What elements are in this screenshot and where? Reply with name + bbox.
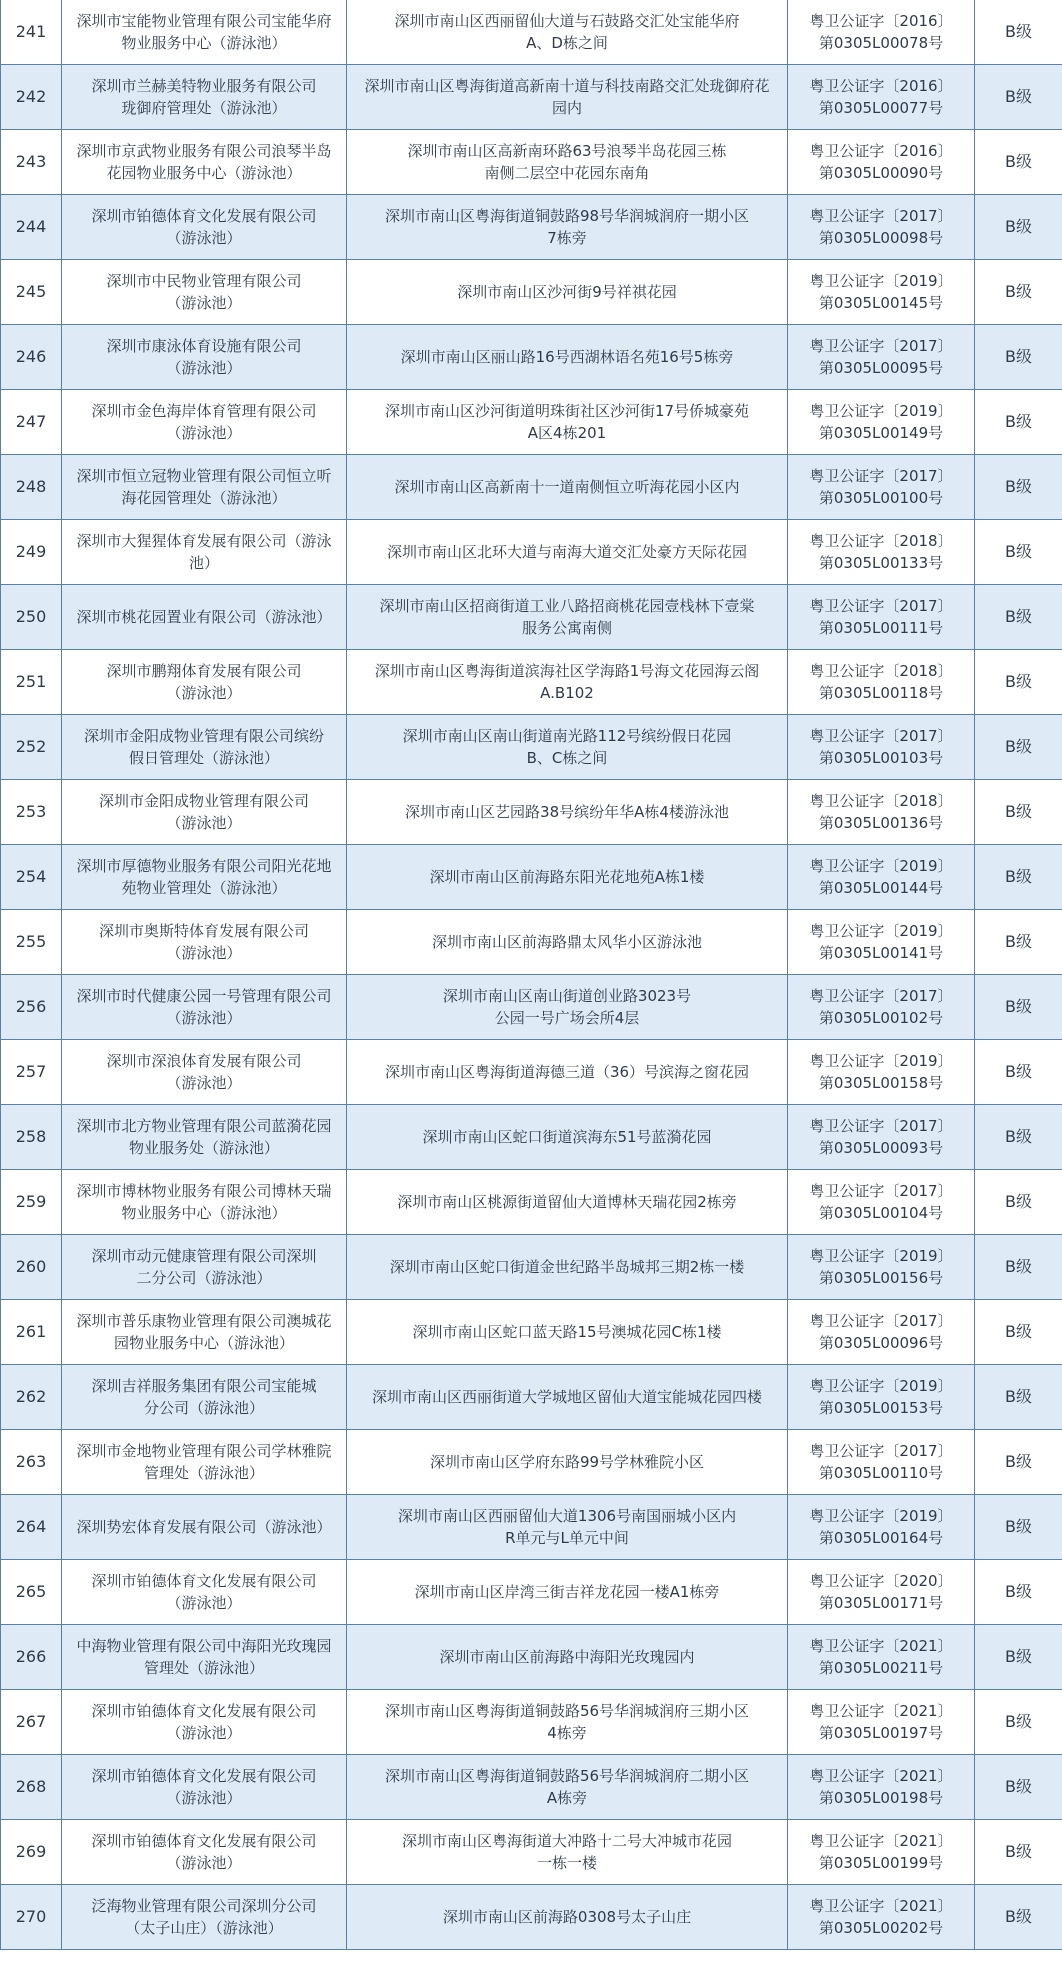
license-number-cell: 粤卫公证字〔2019〕 第0305L00164号 <box>788 1495 975 1560</box>
company-name-cell: 深圳市鹏翔体育发展有限公司 （游泳池） <box>62 650 347 715</box>
row-number-cell: 267 <box>1 1690 62 1755</box>
license-number-cell: 粤卫公证字〔2016〕 第0305L00090号 <box>788 130 975 195</box>
company-name-cell: 深圳市金地物业管理有限公司学林雅院 管理处（游泳池） <box>62 1430 347 1495</box>
table-row <box>1 1495 1062 1560</box>
row-number-cell: 265 <box>1 1560 62 1625</box>
grade-cell: B级 <box>975 260 1062 325</box>
address-cell: 深圳市南山区前海路鼎太风华小区游泳池 <box>347 910 788 975</box>
row-number-cell: 247 <box>1 390 62 455</box>
grade-cell: B级 <box>975 65 1062 130</box>
grade-cell: B级 <box>975 910 1062 975</box>
grade-cell: B级 <box>975 1365 1062 1430</box>
company-name-cell: 深圳市中民物业管理有限公司 （游泳池） <box>62 260 347 325</box>
address-cell: 深圳市南山区粤海街道大冲路十二号大冲城市花园 一栋一楼 <box>347 1820 788 1885</box>
table-row <box>1 1755 1062 1820</box>
company-name-cell: 深圳市奥斯特体育发展有限公司 （游泳池） <box>62 910 347 975</box>
row-number-cell: 258 <box>1 1105 62 1170</box>
license-number-cell: 粤卫公证字〔2018〕 第0305L00136号 <box>788 780 975 845</box>
row-number-cell: 249 <box>1 520 62 585</box>
row-number-cell: 260 <box>1 1235 62 1300</box>
license-number-cell: 粤卫公证字〔2017〕 第0305L00102号 <box>788 975 975 1040</box>
grade-cell: B级 <box>975 520 1062 585</box>
table-row <box>1 390 1062 455</box>
company-name-cell: 深圳市普乐康物业管理有限公司澳城花 园物业服务中心（游泳池） <box>62 1300 347 1365</box>
address-cell: 深圳市南山区粤海街道铜鼓路56号华润城润府二期小区 A栋旁 <box>347 1755 788 1820</box>
license-number-cell: 粤卫公证字〔2017〕 第0305L00103号 <box>788 715 975 780</box>
table-row <box>1 130 1062 195</box>
table-row <box>1 1170 1062 1235</box>
license-number-cell: 粤卫公证字〔2016〕 第0305L00078号 <box>788 0 975 65</box>
company-name-cell: 泛海物业管理有限公司深圳分公司 （太子山庄）（游泳池） <box>62 1885 347 1950</box>
row-number-cell: 251 <box>1 650 62 715</box>
grade-cell: B级 <box>975 1625 1062 1690</box>
company-name-cell: 深圳势宏体育发展有限公司（游泳池） <box>62 1495 347 1560</box>
address-cell: 深圳市南山区南山街道南光路112号缤纷假日花园 B、C栋之间 <box>347 715 788 780</box>
row-number-cell: 264 <box>1 1495 62 1560</box>
company-name-cell: 深圳市京武物业服务有限公司浪琴半岛 花园物业服务中心（游泳池） <box>62 130 347 195</box>
company-name-cell: 深圳市桃花园置业有限公司（游泳池） <box>62 585 347 650</box>
address-cell: 深圳市南山区西丽街道大学城地区留仙大道宝能城花园四楼 <box>347 1365 788 1430</box>
address-cell: 深圳市南山区粤海街道铜鼓路98号华润城润府一期小区 7栋旁 <box>347 195 788 260</box>
address-cell: 深圳市南山区粤海街道滨海社区学海路1号海文花园海云阁 A.B102 <box>347 650 788 715</box>
address-cell: 深圳市南山区粤海街道铜鼓路56号华润城润府三期小区 4栋旁 <box>347 1690 788 1755</box>
company-name-cell: 深圳市博林物业服务有限公司博林天瑞 物业服务中心（游泳池） <box>62 1170 347 1235</box>
grade-cell: B级 <box>975 325 1062 390</box>
row-number-cell: 261 <box>1 1300 62 1365</box>
license-number-cell: 粤卫公证字〔2019〕 第0305L00144号 <box>788 845 975 910</box>
table-row <box>1 1560 1062 1625</box>
table-row <box>1 1690 1062 1755</box>
row-number-cell: 248 <box>1 455 62 520</box>
license-number-cell: 粤卫公证字〔2019〕 第0305L00149号 <box>788 390 975 455</box>
address-cell: 深圳市南山区前海路0308号太子山庄 <box>347 1885 788 1950</box>
grade-cell: B级 <box>975 975 1062 1040</box>
address-cell: 深圳市南山区北环大道与南海大道交汇处豪方天际花园 <box>347 520 788 585</box>
license-number-cell: 粤卫公证字〔2021〕 第0305L00198号 <box>788 1755 975 1820</box>
address-cell: 深圳市南山区招商街道工业八路招商桃花园壹栈林下壹棠 服务公寓南侧 <box>347 585 788 650</box>
grade-cell: B级 <box>975 1755 1062 1820</box>
company-name-cell: 深圳市康泳体育设施有限公司 （游泳池） <box>62 325 347 390</box>
table-row <box>1 1105 1062 1170</box>
row-number-cell: 257 <box>1 1040 62 1105</box>
address-cell: 深圳市南山区蛇口街道滨海东51号蓝漪花园 <box>347 1105 788 1170</box>
row-number-cell: 243 <box>1 130 62 195</box>
grade-cell: B级 <box>975 845 1062 910</box>
grade-cell: B级 <box>975 195 1062 260</box>
row-number-cell: 255 <box>1 910 62 975</box>
address-cell: 深圳市南山区高新南十一道南侧恒立听海花园小区内 <box>347 455 788 520</box>
license-number-cell: 粤卫公证字〔2017〕 第0305L00096号 <box>788 1300 975 1365</box>
table-row <box>1 1625 1062 1690</box>
company-name-cell: 深圳市铂德体育文化发展有限公司 （游泳池） <box>62 1690 347 1755</box>
grade-cell: B级 <box>975 1235 1062 1300</box>
license-number-cell: 粤卫公证字〔2021〕 第0305L00202号 <box>788 1885 975 1950</box>
row-number-cell: 268 <box>1 1755 62 1820</box>
company-name-cell: 深圳市兰赫美特物业服务有限公司 珑御府管理处（游泳池） <box>62 65 347 130</box>
address-cell: 深圳市南山区艺园路38号缤纷年华A栋4楼游泳池 <box>347 780 788 845</box>
table-row <box>1 650 1062 715</box>
grade-cell: B级 <box>975 0 1062 65</box>
grade-cell: B级 <box>975 715 1062 780</box>
company-name-cell: 深圳市大猩猩体育发展有限公司（游泳 池） <box>62 520 347 585</box>
company-name-cell: 深圳市金色海岸体育管理有限公司 （游泳池） <box>62 390 347 455</box>
address-cell: 深圳市南山区桃源街道留仙大道博林天瑞花园2栋旁 <box>347 1170 788 1235</box>
address-cell: 深圳市南山区高新南环路63号浪琴半岛花园三栋 南侧二层空中花园东南角 <box>347 130 788 195</box>
address-cell: 深圳市南山区学府东路99号学林雅院小区 <box>347 1430 788 1495</box>
row-number-cell: 263 <box>1 1430 62 1495</box>
company-name-cell: 中海物业管理有限公司中海阳光玫瑰园 管理处（游泳池） <box>62 1625 347 1690</box>
company-name-cell: 深圳市铂德体育文化发展有限公司 （游泳池） <box>62 195 347 260</box>
table-row <box>1 0 1062 65</box>
row-number-cell: 244 <box>1 195 62 260</box>
address-cell: 深圳市南山区粤海街道海德三道（36）号滨海之窗花园 <box>347 1040 788 1105</box>
license-number-cell: 粤卫公证字〔2018〕 第0305L00133号 <box>788 520 975 585</box>
table-row <box>1 1885 1062 1950</box>
license-number-cell: 粤卫公证字〔2019〕 第0305L00153号 <box>788 1365 975 1430</box>
company-name-cell: 深圳市动元健康管理有限公司深圳 二分公司（游泳池） <box>62 1235 347 1300</box>
grade-cell: B级 <box>975 780 1062 845</box>
row-number-cell: 266 <box>1 1625 62 1690</box>
table-row <box>1 520 1062 585</box>
license-number-cell: 粤卫公证字〔2017〕 第0305L00110号 <box>788 1430 975 1495</box>
row-number-cell: 246 <box>1 325 62 390</box>
address-cell: 深圳市南山区粤海街道高新南十道与科技南路交汇处珑御府花 园内 <box>347 65 788 130</box>
license-number-cell: 粤卫公证字〔2019〕 第0305L00141号 <box>788 910 975 975</box>
table-row <box>1 780 1062 845</box>
license-number-cell: 粤卫公证字〔2021〕 第0305L00199号 <box>788 1820 975 1885</box>
table-row <box>1 1820 1062 1885</box>
address-cell: 深圳市南山区西丽留仙大道与石鼓路交汇处宝能华府 A、D栋之间 <box>347 0 788 65</box>
table-row <box>1 975 1062 1040</box>
table-row <box>1 1365 1062 1430</box>
grade-cell: B级 <box>975 390 1062 455</box>
company-name-cell: 深圳市北方物业管理有限公司蓝漪花园 物业服务处（游泳池） <box>62 1105 347 1170</box>
address-cell: 深圳市南山区蛇口街道金世纪路半岛城邦三期2栋一楼 <box>347 1235 788 1300</box>
address-cell: 深圳市南山区西丽留仙大道1306号南国丽城小区内 R单元与L单元中间 <box>347 1495 788 1560</box>
address-cell: 深圳市南山区前海路东阳光花地苑A栋1楼 <box>347 845 788 910</box>
company-name-cell: 深圳市金阳成物业管理有限公司缤纷 假日管理处（游泳池） <box>62 715 347 780</box>
table-row <box>1 1235 1062 1300</box>
company-name-cell: 深圳市铂德体育文化发展有限公司 （游泳池） <box>62 1755 347 1820</box>
company-name-cell: 深圳市时代健康公园一号管理有限公司 （游泳池） <box>62 975 347 1040</box>
grade-cell: B级 <box>975 1690 1062 1755</box>
table-row <box>1 65 1062 130</box>
address-cell: 深圳市南山区沙河街道明珠街社区沙河街17号侨城豪苑 A区4栋201 <box>347 390 788 455</box>
company-name-cell: 深圳市铂德体育文化发展有限公司 （游泳池） <box>62 1560 347 1625</box>
grade-cell: B级 <box>975 1820 1062 1885</box>
license-number-cell: 粤卫公证字〔2019〕 第0305L00158号 <box>788 1040 975 1105</box>
row-number-cell: 253 <box>1 780 62 845</box>
table-row <box>1 845 1062 910</box>
company-name-cell: 深圳市铂德体育文化发展有限公司 （游泳池） <box>62 1820 347 1885</box>
row-number-cell: 242 <box>1 65 62 130</box>
address-cell: 深圳市南山区丽山路16号西湖林语名苑16号5栋旁 <box>347 325 788 390</box>
license-number-cell: 粤卫公证字〔2019〕 第0305L00156号 <box>788 1235 975 1300</box>
license-number-cell: 粤卫公证字〔2017〕 第0305L00100号 <box>788 455 975 520</box>
company-name-cell: 深圳市厚德物业服务有限公司阳光花地 苑物业管理处（游泳池） <box>62 845 347 910</box>
grade-cell: B级 <box>975 1560 1062 1625</box>
table-row <box>1 910 1062 975</box>
grade-cell: B级 <box>975 1040 1062 1105</box>
license-number-cell: 粤卫公证字〔2018〕 第0305L00118号 <box>788 650 975 715</box>
row-number-cell: 252 <box>1 715 62 780</box>
row-number-cell: 254 <box>1 845 62 910</box>
row-number-cell: 245 <box>1 260 62 325</box>
row-number-cell: 270 <box>1 1885 62 1950</box>
license-number-cell: 粤卫公证字〔2021〕 第0305L00211号 <box>788 1625 975 1690</box>
license-number-cell: 粤卫公证字〔2017〕 第0305L00111号 <box>788 585 975 650</box>
grade-cell: B级 <box>975 455 1062 520</box>
license-number-cell: 粤卫公证字〔2019〕 第0305L00145号 <box>788 260 975 325</box>
license-number-cell: 粤卫公证字〔2020〕 第0305L00171号 <box>788 1560 975 1625</box>
grade-cell: B级 <box>975 1170 1062 1235</box>
license-number-cell: 粤卫公证字〔2016〕 第0305L00077号 <box>788 65 975 130</box>
address-cell: 深圳市南山区前海路中海阳光玫瑰园内 <box>347 1625 788 1690</box>
table-row <box>1 1300 1062 1365</box>
table-row <box>1 455 1062 520</box>
license-number-cell: 粤卫公证字〔2017〕 第0305L00093号 <box>788 1105 975 1170</box>
row-number-cell: 256 <box>1 975 62 1040</box>
grade-cell: B级 <box>975 130 1062 195</box>
license-number-cell: 粤卫公证字〔2017〕 第0305L00098号 <box>788 195 975 260</box>
license-number-cell: 粤卫公证字〔2017〕 第0305L00095号 <box>788 325 975 390</box>
table-row <box>1 715 1062 780</box>
grade-cell: B级 <box>975 585 1062 650</box>
table-body <box>1 0 1062 1950</box>
row-number-cell: 262 <box>1 1365 62 1430</box>
table-row <box>1 260 1062 325</box>
row-number-cell: 269 <box>1 1820 62 1885</box>
company-name-cell: 深圳市金阳成物业管理有限公司 （游泳池） <box>62 780 347 845</box>
grade-cell: B级 <box>975 650 1062 715</box>
grade-cell: B级 <box>975 1430 1062 1495</box>
address-cell: 深圳市南山区南山街道创业路3023号 公园一号广场会所4层 <box>347 975 788 1040</box>
company-name-cell: 深圳市深浪体育发展有限公司 （游泳池） <box>62 1040 347 1105</box>
row-number-cell: 241 <box>1 0 62 65</box>
grade-cell: B级 <box>975 1495 1062 1560</box>
table-row <box>1 325 1062 390</box>
company-name-cell: 深圳市恒立冠物业管理有限公司恒立听 海花园管理处（游泳池） <box>62 455 347 520</box>
address-cell: 深圳市南山区蛇口蓝天路15号澳城花园C栋1楼 <box>347 1300 788 1365</box>
license-number-cell: 粤卫公证字〔2017〕 第0305L00104号 <box>788 1170 975 1235</box>
company-name-cell: 深圳吉祥服务集团有限公司宝能城 分公司（游泳池） <box>62 1365 347 1430</box>
table-row <box>1 1040 1062 1105</box>
table-row <box>1 1430 1062 1495</box>
grade-cell: B级 <box>975 1300 1062 1365</box>
address-cell: 深圳市南山区沙河街9号祥祺花园 <box>347 260 788 325</box>
table-row <box>1 585 1062 650</box>
row-number-cell: 250 <box>1 585 62 650</box>
table-row <box>1 195 1062 260</box>
license-number-cell: 粤卫公证字〔2021〕 第0305L00197号 <box>788 1690 975 1755</box>
company-name-cell: 深圳市宝能物业管理有限公司宝能华府 物业服务中心（游泳池） <box>62 0 347 65</box>
grade-cell: B级 <box>975 1885 1062 1950</box>
address-cell: 深圳市南山区岸湾三街吉祥龙花园一楼A1栋旁 <box>347 1560 788 1625</box>
row-number-cell: 259 <box>1 1170 62 1235</box>
grade-cell: B级 <box>975 1105 1062 1170</box>
